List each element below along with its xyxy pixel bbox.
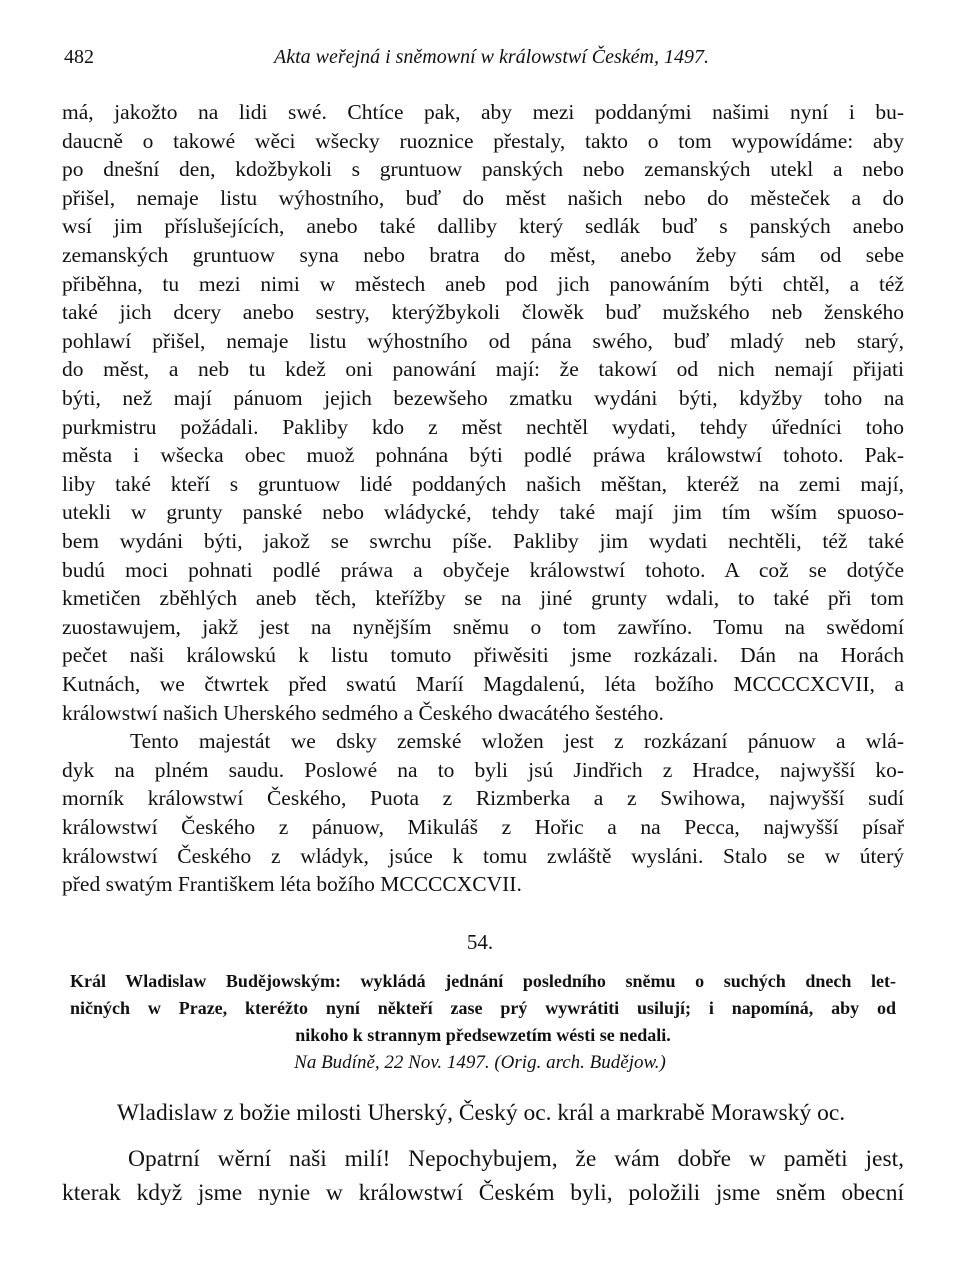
body-line: po dnešní den, kdožbykoli s gruntuow panských nebo zemanských utekl a nebo [62, 157, 904, 182]
body-line: kmetičen zběhlých aneb těch, kteřížby se na jiné grunty wdali, to také při tom [62, 586, 904, 611]
body-line: Kutnách, we čtwrtek před swatú Maríí Magdalenú, léta božího MCCCCXCVII, a [62, 672, 904, 696]
body-line: bem wydáni býti, jakož se swrchu píše. Pakliby jim wydati nechtěli, též také [62, 529, 904, 553]
body-line: má, jakožto na lidi swé. Chtíce pak, aby mezi poddanými našimi nyní i bu- [62, 100, 904, 124]
body-line: přišel, nemaje listu wýhostního, buď do měst našich nebo do městeček a do [62, 185, 904, 210]
summary-line: Král Wladislaw Budějowským: wykládá jednání posledního sněmu o suchých dnech let- [70, 971, 896, 991]
body-line: purkmistru požádali. Pakliby kdo z měst nechtěl wydati, tehdy úředníci toho [62, 414, 904, 439]
body-line: wsí jim příslušejících, anebo také dalliby který sedlák buď s panských anebo [62, 214, 904, 239]
letter-line: Opatrní wěrní naši milí! Nepochybujem, že wám dobře w paměti jest, [128, 1146, 904, 1172]
body-line: přiběhna, tu mezi nimi w městech aneb pod jich panowáním býti chtěl, a též [62, 271, 904, 296]
source-note: Na Budíně, 22 Nov. 1497. (Orig. arch. Budějow.) [294, 1052, 666, 1073]
body-line: býti, než mají pánuom jejich bezewšeho zmatku wydáni býti, kdyžby toho na [62, 386, 904, 410]
salutation: Wladislaw z božie milosti Uherský, Český oc. král a markrabě Morawský oc. [116, 1100, 846, 1126]
body-line: liby také kteří s gruntuow lidé poddaných našich měštan, kteréž na zemi mají, [62, 471, 904, 496]
summary-line: nikoho k strannym předsewzetím wésti se nedali. [295, 1025, 671, 1045]
summary-line: ničných w Praze, kteréžto nyní někteří zase prý wywrátiti usilují; i napomíná, aby od [70, 998, 896, 1018]
body-line: do měst, a neb tu kdež oni panowání mají: že takowí od nich nemají přijati [62, 357, 904, 382]
document-number: 54. [466, 930, 494, 954]
running-title: Akta weřejná i sněmowní w králowstwí Českém, 1497. [274, 46, 709, 68]
body-line: dyk na plném saudu. Poslowé na to byli jsú Jindřich z Hradce, najwyšší ko- [62, 757, 904, 782]
body-line: zuostawujem, jakž jest na nynějším sněmu o tom zawříno. Tomu na swědomí [62, 614, 904, 639]
body-line: daucně o takowé wěci wšecky ruoznice přestaly, takto o tom wypowídáme: aby [62, 128, 904, 153]
body-line: budú moci pohnati podlé práwa a obyčeje králowstwí tohoto. A což se dotýče [62, 557, 904, 582]
body-line: pohlawí přišel, nemaje listu wýhostního od pána swého, buď mladý neb starý, [62, 328, 904, 353]
body-line: morník králowstwí Českého, Puota z Rizmberka a z Swihowa, najwyšší sudí [62, 786, 904, 811]
letter-line: kterak když jsme nynie w králowstwí Českém byli, položili jsme sněm obecní [62, 1180, 904, 1206]
body-line: také jich dcery anebo sestry, kterýžbykoli člowěk buď mužského neb ženského [62, 300, 904, 325]
page-number: 482 [64, 46, 94, 68]
body-line: králowstwí našich Uherského sedmého a Českého dwacátého šestého. [62, 700, 664, 725]
body-line: Tento majestát we dsky zemské wložen jest z rozkázaní pánuow a wlá- [130, 729, 904, 754]
body-line: před swatým Františkem léta božího MCCCCXCVII. [62, 872, 522, 897]
body-line: králowstwí Českého z wládyk, jsúce k tomu zwláště wysláni. Stalo se w úterý [62, 843, 904, 868]
body-line: města i wšecka obec muož pohnána býti podlé práwa králowstwí tohoto. Pak- [62, 443, 904, 468]
body-line: utekli w grunty panské nebo wládycké, tehdy také mají jim tím wším spuoso- [62, 500, 904, 525]
page-header [64, 46, 904, 74]
body-line: pečet naši králowskú k listu tomuto přiwěsiti jsme rozkázali. Dán na Horách [62, 643, 904, 668]
body-line: zemanských gruntuow syna nebo bratra do měst, anebo žeby sám od sebe [62, 243, 904, 267]
body-line: králowstwí Českého z pánuow, Mikuláš z Hořic a na Pecca, najwyšší písař [62, 815, 904, 839]
